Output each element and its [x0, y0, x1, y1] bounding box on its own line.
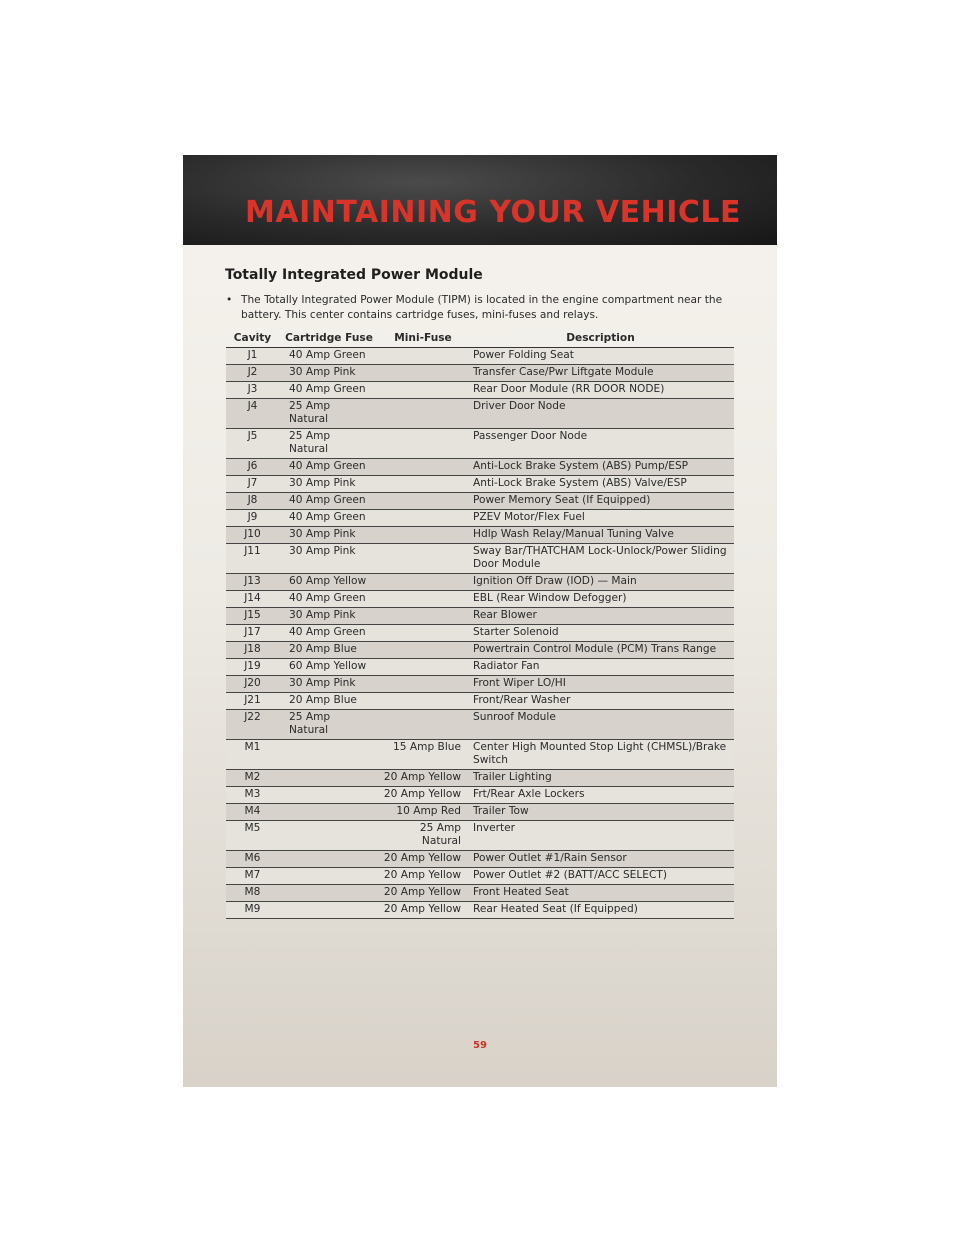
cartridge-fuse-cell	[279, 787, 379, 804]
mini-fuse-cell	[379, 527, 467, 544]
mini-fuse-cell	[379, 591, 467, 608]
mini-fuse-cell	[379, 510, 467, 527]
description-cell: Power Outlet #2 (BATT/ACC SELECT)	[467, 868, 734, 885]
table-row	[226, 591, 734, 608]
cartridge-fuse-cell: 60 Amp Yellow	[279, 659, 379, 676]
mini-fuse-cell	[379, 642, 467, 659]
cavity-cell: M6	[226, 851, 279, 868]
header-description: Description	[467, 329, 734, 348]
cartridge-fuse-cell: 40 Amp Green	[279, 510, 379, 527]
table-row	[226, 804, 734, 821]
mini-fuse-cell	[379, 348, 467, 365]
cavity-cell: J19	[226, 659, 279, 676]
description-cell: Radiator Fan	[467, 659, 734, 676]
cartridge-fuse-cell	[279, 851, 379, 868]
description-cell: Rear Heated Seat (If Equipped)	[467, 902, 734, 919]
cartridge-fuse-cell: 60 Amp Yellow	[279, 574, 379, 591]
mini-fuse-cell	[379, 382, 467, 399]
cartridge-fuse-cell: 25 Amp Natural	[279, 710, 379, 740]
cavity-cell: M9	[226, 902, 279, 919]
intro-text: The Totally Integrated Power Module (TIPM) is located in the engine compartment near the battery. This center contains cartridge fuses, mini-fuses and relays.	[241, 294, 723, 321]
table-row	[226, 693, 734, 710]
description-cell: Power Outlet #1/Rain Sensor	[467, 851, 734, 868]
cartridge-fuse-cell	[279, 902, 379, 919]
mini-fuse-cell	[379, 365, 467, 382]
description-cell: Rear Door Module (RR DOOR NODE)	[467, 382, 734, 399]
cartridge-fuse-cell: 40 Amp Green	[279, 591, 379, 608]
table-row	[226, 770, 734, 787]
mini-fuse-cell: 20 Amp Yellow	[379, 868, 467, 885]
table-row	[226, 642, 734, 659]
description-cell: Rear Blower	[467, 608, 734, 625]
table-row	[226, 459, 734, 476]
mini-fuse-cell	[379, 625, 467, 642]
cartridge-fuse-cell: 30 Amp Pink	[279, 544, 379, 574]
description-cell: Front Heated Seat	[467, 885, 734, 902]
mini-fuse-cell: 20 Amp Yellow	[379, 902, 467, 919]
table-row	[226, 510, 734, 527]
description-cell: Power Memory Seat (If Equipped)	[467, 493, 734, 510]
cartridge-fuse-cell: 20 Amp Blue	[279, 642, 379, 659]
cavity-cell: J5	[226, 429, 279, 459]
description-cell: Anti-Lock Brake System (ABS) Pump/ESP	[467, 459, 734, 476]
cavity-cell: J2	[226, 365, 279, 382]
cavity-cell: J1	[226, 348, 279, 365]
description-cell: EBL (Rear Window Defogger)	[467, 591, 734, 608]
chapter-header	[183, 155, 777, 245]
cavity-cell: M2	[226, 770, 279, 787]
description-cell: Starter Solenoid	[467, 625, 734, 642]
mini-fuse-cell	[379, 544, 467, 574]
table-row	[226, 821, 734, 851]
description-cell: Front Wiper LO/HI	[467, 676, 734, 693]
mini-fuse-cell	[379, 659, 467, 676]
cartridge-fuse-cell	[279, 804, 379, 821]
cartridge-fuse-cell: 25 Amp Natural	[279, 399, 379, 429]
cartridge-fuse-cell: 30 Amp Pink	[279, 527, 379, 544]
mini-fuse-cell: 10 Amp Red	[379, 804, 467, 821]
cartridge-fuse-cell: 30 Amp Pink	[279, 365, 379, 382]
cartridge-fuse-cell: 40 Amp Green	[279, 625, 379, 642]
mini-fuse-cell: 20 Amp Yellow	[379, 770, 467, 787]
cartridge-fuse-cell	[279, 740, 379, 770]
table-row	[226, 851, 734, 868]
table-row	[226, 625, 734, 642]
cartridge-fuse-cell: 25 Amp Natural	[279, 429, 379, 459]
description-cell: Passenger Door Node	[467, 429, 734, 459]
mini-fuse-cell	[379, 693, 467, 710]
description-cell: Inverter	[467, 821, 734, 851]
table-row	[226, 476, 734, 493]
table-row	[226, 787, 734, 804]
description-cell: Transfer Case/Pwr Liftgate Module	[467, 365, 734, 382]
intro-bullet	[226, 293, 736, 323]
description-cell: Ignition Off Draw (IOD) — Main	[467, 574, 734, 591]
fuse-table	[226, 329, 734, 919]
cavity-cell: J15	[226, 608, 279, 625]
mini-fuse-cell	[379, 574, 467, 591]
mini-fuse-cell	[379, 459, 467, 476]
cartridge-fuse-cell	[279, 770, 379, 787]
table-row	[226, 868, 734, 885]
cartridge-fuse-cell: 30 Amp Pink	[279, 476, 379, 493]
cartridge-fuse-cell	[279, 821, 379, 851]
description-cell: Sunroof Module	[467, 710, 734, 740]
mini-fuse-cell: 20 Amp Yellow	[379, 787, 467, 804]
cavity-cell: J4	[226, 399, 279, 429]
description-cell: Anti-Lock Brake System (ABS) Valve/ESP	[467, 476, 734, 493]
table-row	[226, 885, 734, 902]
cavity-cell: J13	[226, 574, 279, 591]
table-row	[226, 429, 734, 459]
mini-fuse-cell	[379, 399, 467, 429]
cavity-cell: M8	[226, 885, 279, 902]
cavity-cell: M5	[226, 821, 279, 851]
mini-fuse-cell	[379, 429, 467, 459]
mini-fuse-cell	[379, 476, 467, 493]
cavity-cell: J18	[226, 642, 279, 659]
table-row	[226, 676, 734, 693]
description-cell: Driver Door Node	[467, 399, 734, 429]
table-row	[226, 382, 734, 399]
chapter-title: MAINTAINING YOUR VEHICLE	[245, 195, 741, 230]
section-title: Totally Integrated Power Module	[225, 267, 483, 283]
table-row	[226, 659, 734, 676]
description-cell: Trailer Tow	[467, 804, 734, 821]
header-cavity: Cavity	[226, 329, 279, 348]
cartridge-fuse-cell: 30 Amp Pink	[279, 608, 379, 625]
page-number: 59	[473, 1040, 487, 1051]
cavity-cell: J8	[226, 493, 279, 510]
description-cell: Power Folding Seat	[467, 348, 734, 365]
cavity-cell: M7	[226, 868, 279, 885]
table-row	[226, 399, 734, 429]
table-row	[226, 493, 734, 510]
table-row	[226, 544, 734, 574]
cartridge-fuse-cell: 40 Amp Green	[279, 382, 379, 399]
table-row	[226, 527, 734, 544]
cavity-cell: J9	[226, 510, 279, 527]
cavity-cell: J14	[226, 591, 279, 608]
description-cell: Front/Rear Washer	[467, 693, 734, 710]
cavity-cell: J11	[226, 544, 279, 574]
mini-fuse-cell: 15 Amp Blue	[379, 740, 467, 770]
description-cell: Sway Bar/THATCHAM Lock-Unlock/Power Sliding Door Module	[467, 544, 734, 574]
cartridge-fuse-cell	[279, 885, 379, 902]
cartridge-fuse-cell: 40 Amp Green	[279, 348, 379, 365]
table-header-row	[226, 329, 734, 348]
table-row	[226, 348, 734, 365]
description-cell: Trailer Lighting	[467, 770, 734, 787]
cavity-cell: J10	[226, 527, 279, 544]
mini-fuse-cell: 25 Amp Natural	[379, 821, 467, 851]
cartridge-fuse-cell: 30 Amp Pink	[279, 676, 379, 693]
table-row	[226, 365, 734, 382]
table-row	[226, 710, 734, 740]
bullet-dot-icon: •	[226, 294, 233, 306]
header-mini-fuse: Mini-Fuse	[379, 329, 467, 348]
mini-fuse-cell: 20 Amp Yellow	[379, 851, 467, 868]
description-cell: Hdlp Wash Relay/Manual Tuning Valve	[467, 527, 734, 544]
cavity-cell: M4	[226, 804, 279, 821]
cavity-cell: J21	[226, 693, 279, 710]
description-cell: Center High Mounted Stop Light (CHMSL)/Brake Switch	[467, 740, 734, 770]
header-cartridge-fuse: Cartridge Fuse	[279, 329, 379, 348]
description-cell: Powertrain Control Module (PCM) Trans Range	[467, 642, 734, 659]
cartridge-fuse-cell: 20 Amp Blue	[279, 693, 379, 710]
table-row	[226, 574, 734, 591]
cavity-cell: J20	[226, 676, 279, 693]
cavity-cell: M1	[226, 740, 279, 770]
table-row	[226, 608, 734, 625]
cartridge-fuse-cell: 40 Amp Green	[279, 459, 379, 476]
table-row	[226, 902, 734, 919]
mini-fuse-cell	[379, 710, 467, 740]
cavity-cell: J3	[226, 382, 279, 399]
cartridge-fuse-cell	[279, 868, 379, 885]
cavity-cell: J7	[226, 476, 279, 493]
cavity-cell: J22	[226, 710, 279, 740]
cavity-cell: M3	[226, 787, 279, 804]
mini-fuse-cell	[379, 493, 467, 510]
mini-fuse-cell: 20 Amp Yellow	[379, 885, 467, 902]
table-row	[226, 740, 734, 770]
description-cell: PZEV Motor/Flex Fuel	[467, 510, 734, 527]
cartridge-fuse-cell: 40 Amp Green	[279, 493, 379, 510]
description-cell: Frt/Rear Axle Lockers	[467, 787, 734, 804]
cavity-cell: J17	[226, 625, 279, 642]
fuse-table-body	[226, 348, 734, 919]
cavity-cell: J6	[226, 459, 279, 476]
mini-fuse-cell	[379, 676, 467, 693]
mini-fuse-cell	[379, 608, 467, 625]
manual-page	[183, 155, 777, 1087]
